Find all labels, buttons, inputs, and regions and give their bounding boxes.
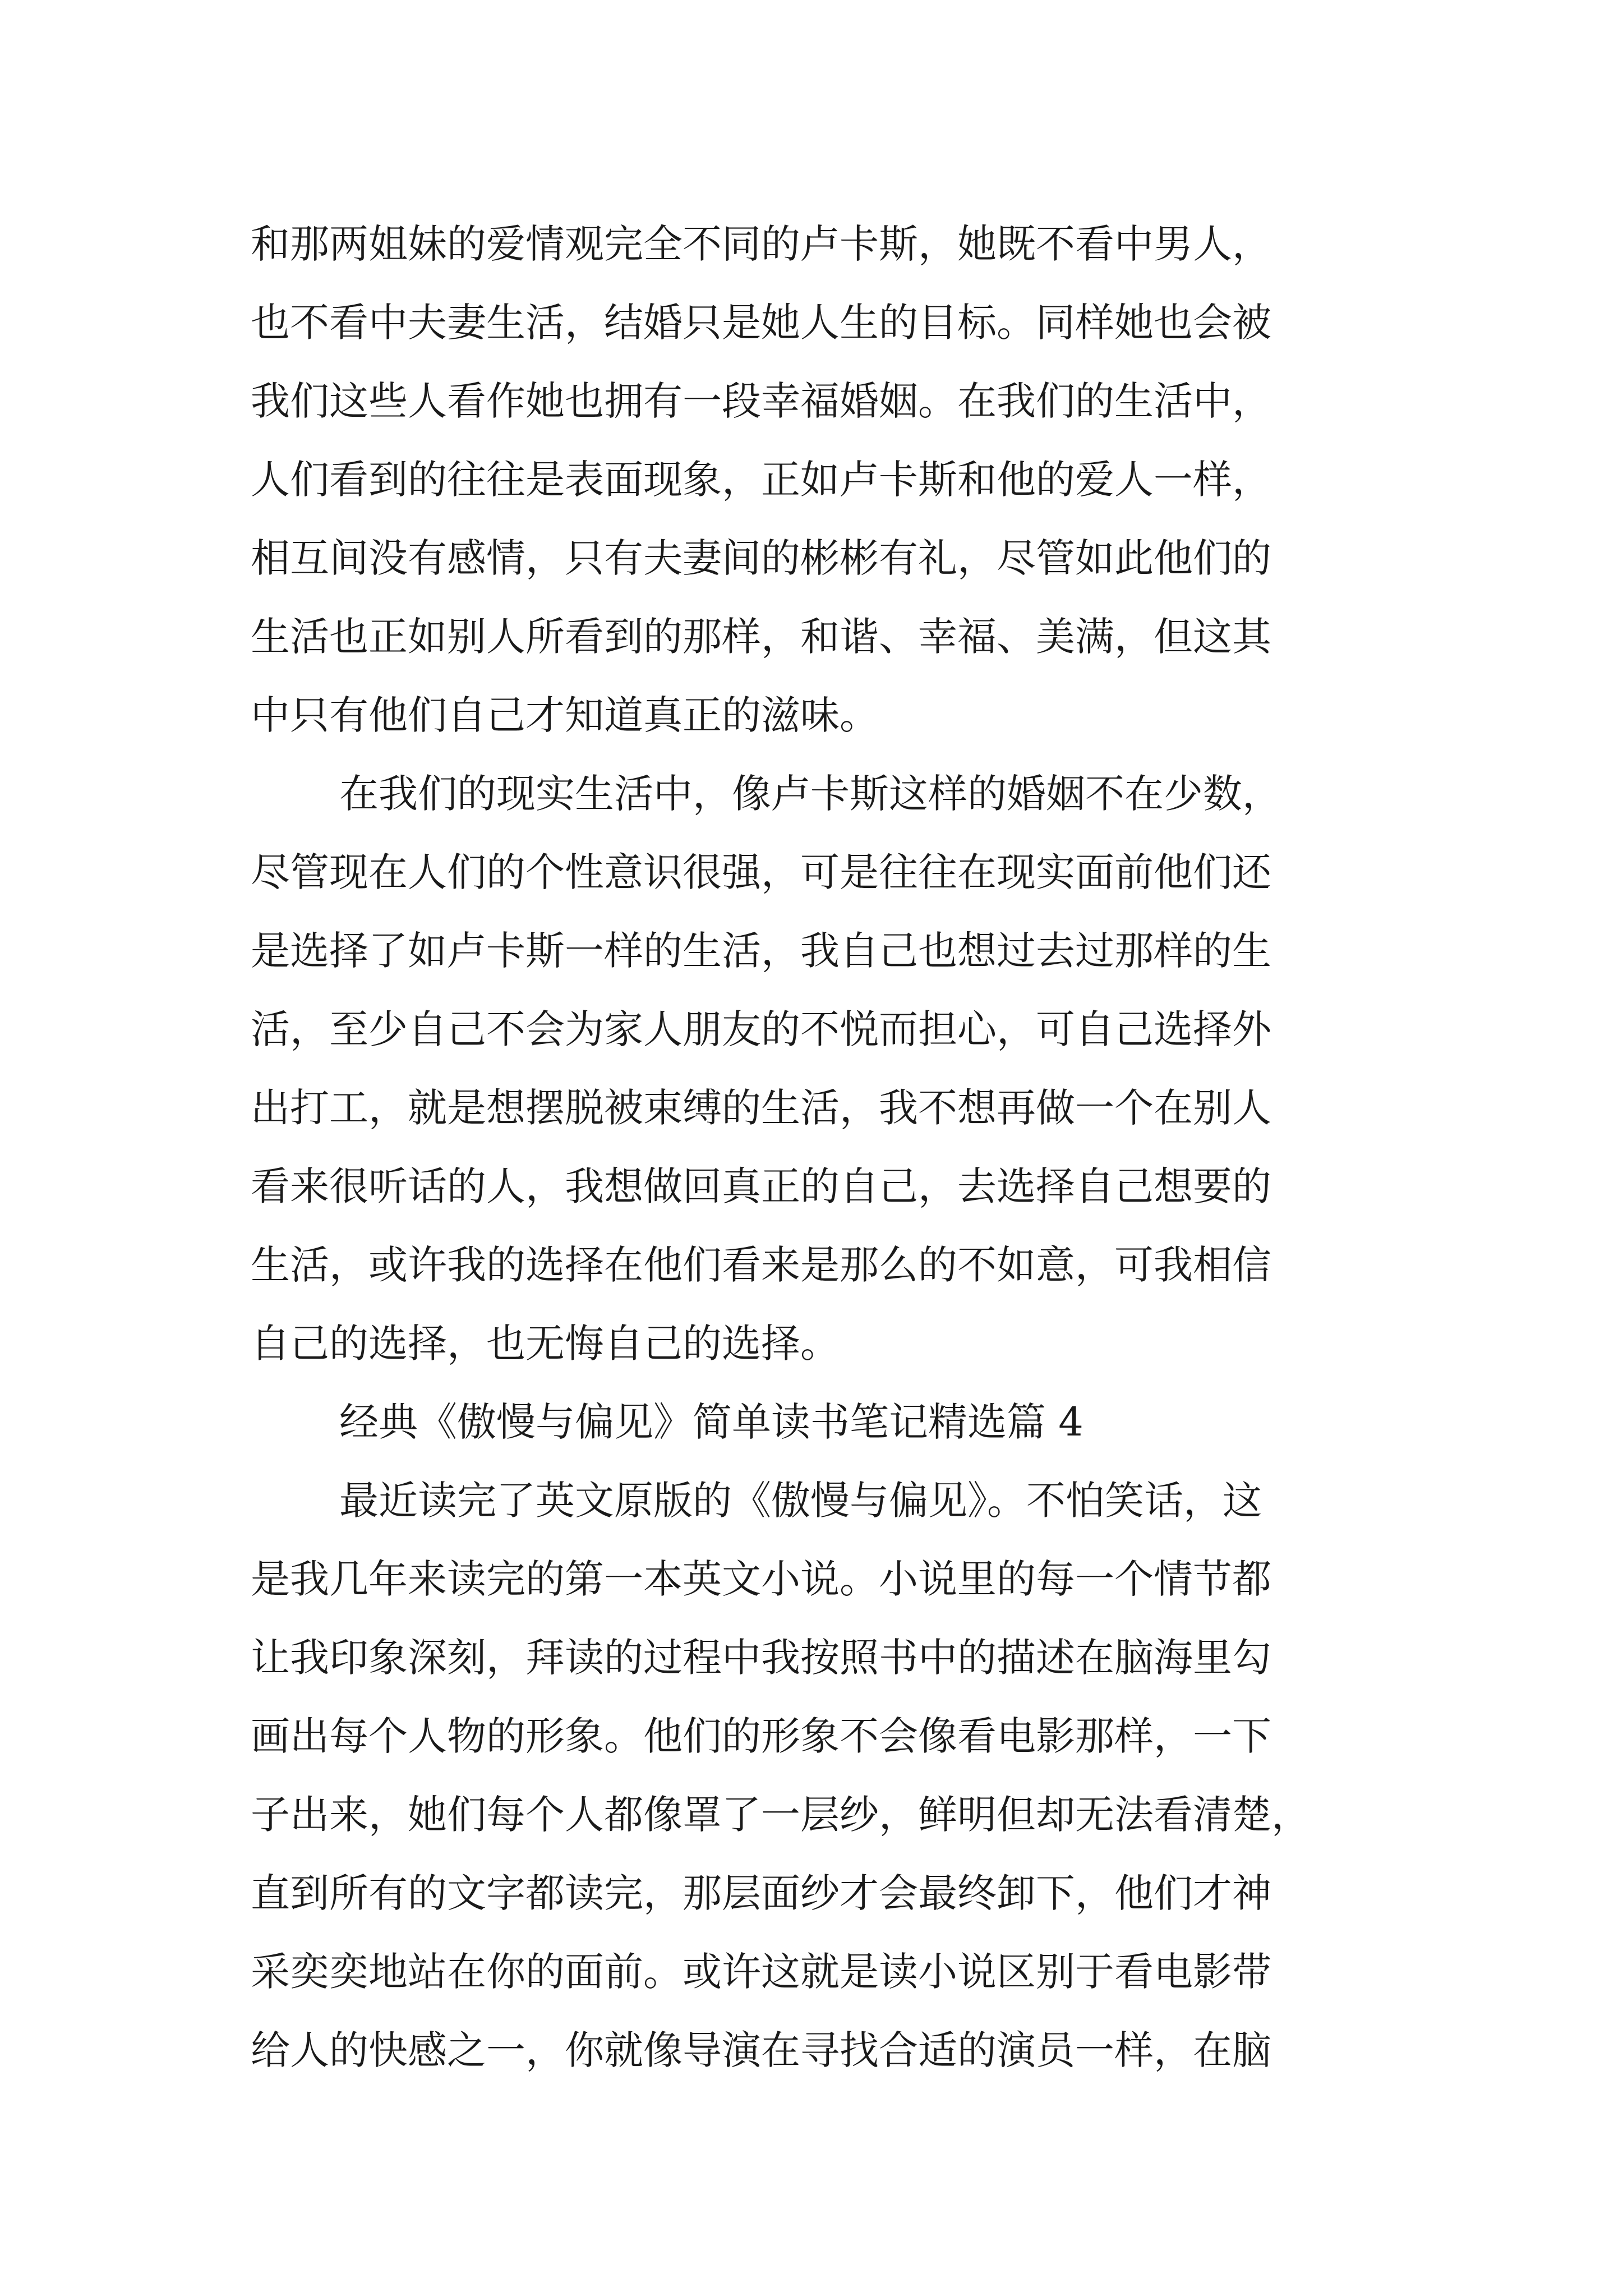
paragraph-2-line-1: 在我们的现实生活中，像卢卡斯这样的婚姻不在少数， <box>339 771 1281 817</box>
paragraph-1-line-3: 我们这些人看作她也拥有一段幸福婚姻。在我们的生活中， <box>251 378 1271 424</box>
paragraph-2-line-8: 自己的选择，也无悔自己的选择。 <box>251 1320 840 1366</box>
paragraph-1-line-1: 和那两姐妹的爱情观完全不同的卢卡斯，她既不看中男人， <box>251 221 1271 267</box>
paragraph-2-line-3: 是选择了如卢卡斯一样的生活，我自己也想过去过那样的生 <box>251 928 1271 974</box>
paragraph-1-line-5: 相互间没有感情，只有夫妻间的彬彬有礼，尽管如此他们的 <box>251 535 1271 581</box>
paragraph-3-line-2: 是我几年来读完的第一本英文小说。小说里的每一个情节都 <box>251 1556 1271 1602</box>
paragraph-1-line-2: 也不看中夫妻生活，结婚只是她人生的目标。同样她也会被 <box>251 300 1271 346</box>
paragraph-3-line-4: 画出每个人物的形象。他们的形象不会像看电影那样，一下 <box>251 1713 1271 1759</box>
section-heading: 经典《傲慢与偏见》简单读书笔记精选篇 4 <box>339 1399 1083 1445</box>
paragraph-2-line-2: 尽管现在人们的个性意识很强，可是往往在现实面前他们还 <box>251 849 1271 895</box>
paragraph-3-line-5: 子出来，她们每个人都像罩了一层纱，鲜明但却无法看清楚， <box>251 1792 1311 1838</box>
paragraph-3-line-8: 给人的快感之一，你就像导演在寻找合适的演员一样，在脑 <box>251 2027 1271 2073</box>
paragraph-2-line-7: 生活，或许我的选择在他们看来是那么的不如意，可我相信 <box>251 1242 1271 1288</box>
paragraph-3-line-1: 最近读完了英文原版的《傲慢与偏见》。不怕笑话，这 <box>339 1478 1262 1524</box>
paragraph-2-line-4: 活，至少自己不会为家人朋友的不悦而担心，可自己选择外 <box>251 1006 1271 1052</box>
paragraph-3-line-7: 采奕奕地站在你的面前。或许这就是读小说区别于看电影带 <box>251 1949 1271 1995</box>
paragraph-2-line-5: 出打工，就是想摆脱被束缚的生活，我不想再做一个在别人 <box>251 1085 1271 1131</box>
paragraph-2-line-6: 看来很听话的人，我想做回真正的自己，去选择自己想要的 <box>251 1163 1271 1209</box>
paragraph-3-line-3: 让我印象深刻，拜读的过程中我按照书中的描述在脑海里勾 <box>251 1635 1271 1681</box>
paragraph-3-line-6: 直到所有的文字都读完，那层面纱才会最终卸下，他们才神 <box>251 1870 1271 1916</box>
paragraph-1-line-7: 中只有他们自己才知道真正的滋味。 <box>251 692 879 738</box>
paragraph-1-line-6: 生活也正如别人所看到的那样，和谐、幸福、美满，但这其 <box>251 614 1271 660</box>
paragraph-1-line-4: 人们看到的往往是表面现象，正如卢卡斯和他的爱人一样， <box>251 457 1271 503</box>
